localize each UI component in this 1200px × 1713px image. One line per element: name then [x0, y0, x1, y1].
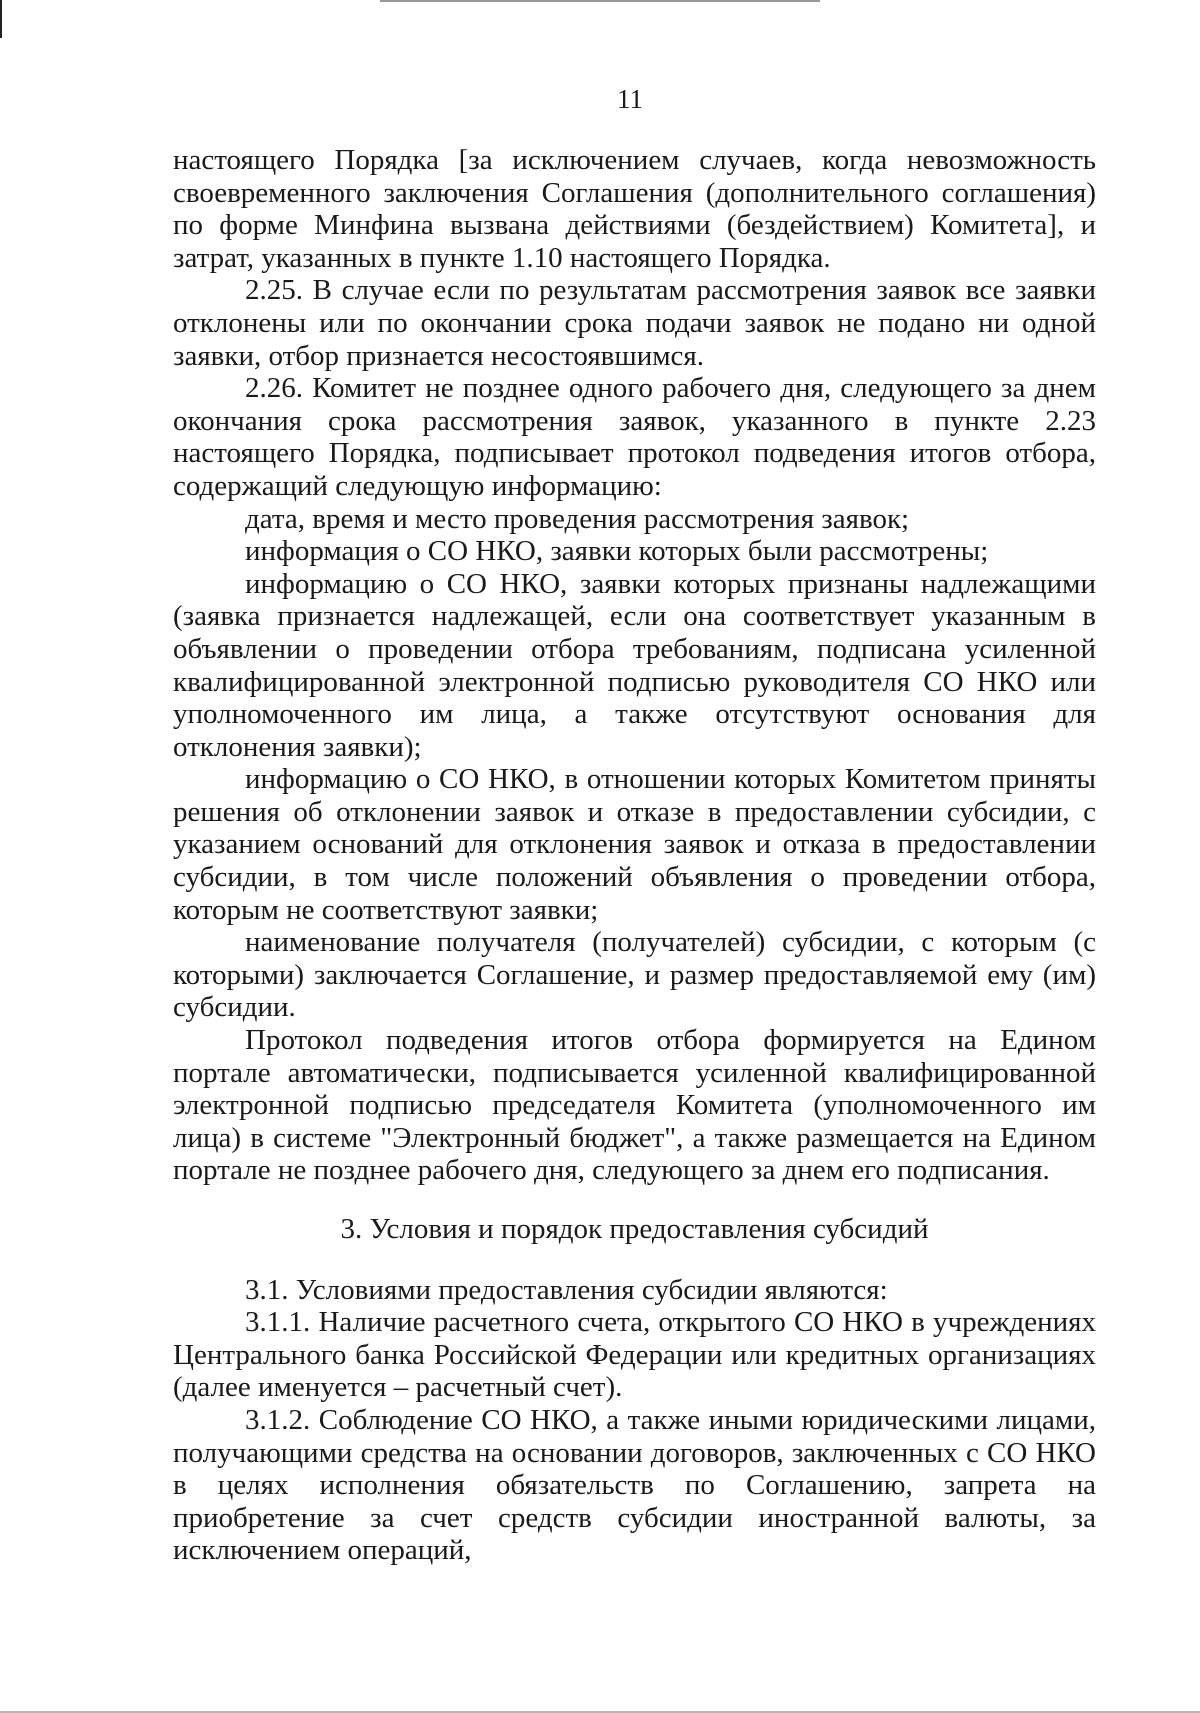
paragraph-3-1-2: 3.1.2. Соблюдение СО НКО, а также иными юридическими лицами, получающими средства на основании договоров, заключенных с СО НКО в целях исполнения обязательств по Соглашению, запрета на приобретение за счет средств субсидии иностранной валюты, за исключением операций, — [173, 1403, 1096, 1567]
paragraph-2-26: 2.26. Комитет не позднее одного рабочего дня, следующего за днем окончания срока рассмотрения заявок, указанного в пункте 2.23 настоящего Порядка, подписывает протокол подведения итогов отбора, содержащий следующую информацию: — [173, 372, 1096, 502]
list-item-rejected-applications: информацию о СО НКО, в отношении которых Комитетом приняты решения об отклонении заявок и отказе в предоставлении субсидии, с указанием оснований для отклонения заявок и отказа в предоставлении субсидии, в том числе положений объявления о проведении отбора, которым не соответствуют заявки; — [173, 763, 1096, 926]
document-body — [173, 144, 1096, 1567]
scan-edge-left — [0, 0, 2, 38]
section-heading-3: 3. Условия и порядок предоставления субсидий — [340, 1213, 929, 1245]
scan-edge-top — [380, 0, 820, 2]
paragraph-protocol: Протокол подведения итогов отбора формируется на Едином портале автоматически, подписывается усиленной квалифицированной электронной подписью председателя Комитета (уполномоченного им лица) в системе "Электронный бюджет", а также размещается на Едином портале не позднее рабочего дня, следующего за днем его подписания. — [173, 1024, 1096, 1187]
list-item-recipient-name: наименование получателя (получателей) субсидии, с которым (с которыми) заключается Соглашение, и размер предоставляемой ему (им) субсидии. — [173, 926, 1096, 1024]
paragraph-2-25: 2.25. В случае если по результатам рассмотрения заявок все заявки отклонены или по окончании срока подачи заявок не подано ни одной заявки, отбор признается несостоявшимся. — [173, 274, 1096, 372]
paragraph-continuation: настоящего Порядка [за исключением случаев, когда невозможность своевременного заключения Соглашения (дополнительного соглашения) по форме Минфина вызвана действиями (бездействием) Комитета], и затрат, указанных в пункте 1.10 настоящего Порядка. — [173, 144, 1096, 274]
paragraph-3-1: 3.1. Условиями предоставления субсидии являются: — [245, 1273, 888, 1306]
page-number: 11 — [617, 84, 643, 114]
list-item-proper-applications: информацию о СО НКО, заявки которых признаны надлежащими (заявка признается надлежащей, если она соответствует указанным в объявлении о проведении отбора требованиям, подписана усиленной квалифицированной электронной подписью руководителя СО НКО или уполномоченного им лица, а также отсутствуют основания для отклонения заявки); — [173, 567, 1096, 763]
list-item-reviewed-applications: информация о СО НКО, заявки которых были рассмотрены; — [245, 535, 989, 568]
list-item-date-time-place: дата, время и место проведения рассмотрения заявок; — [245, 502, 910, 535]
paragraph-3-1-1: 3.1.1. Наличие расчетного счета, открытого СО НКО в учреждениях Центрального банка Российской Федерации или кредитных организациях (далее именуется – расчетный счет). — [173, 1306, 1096, 1404]
